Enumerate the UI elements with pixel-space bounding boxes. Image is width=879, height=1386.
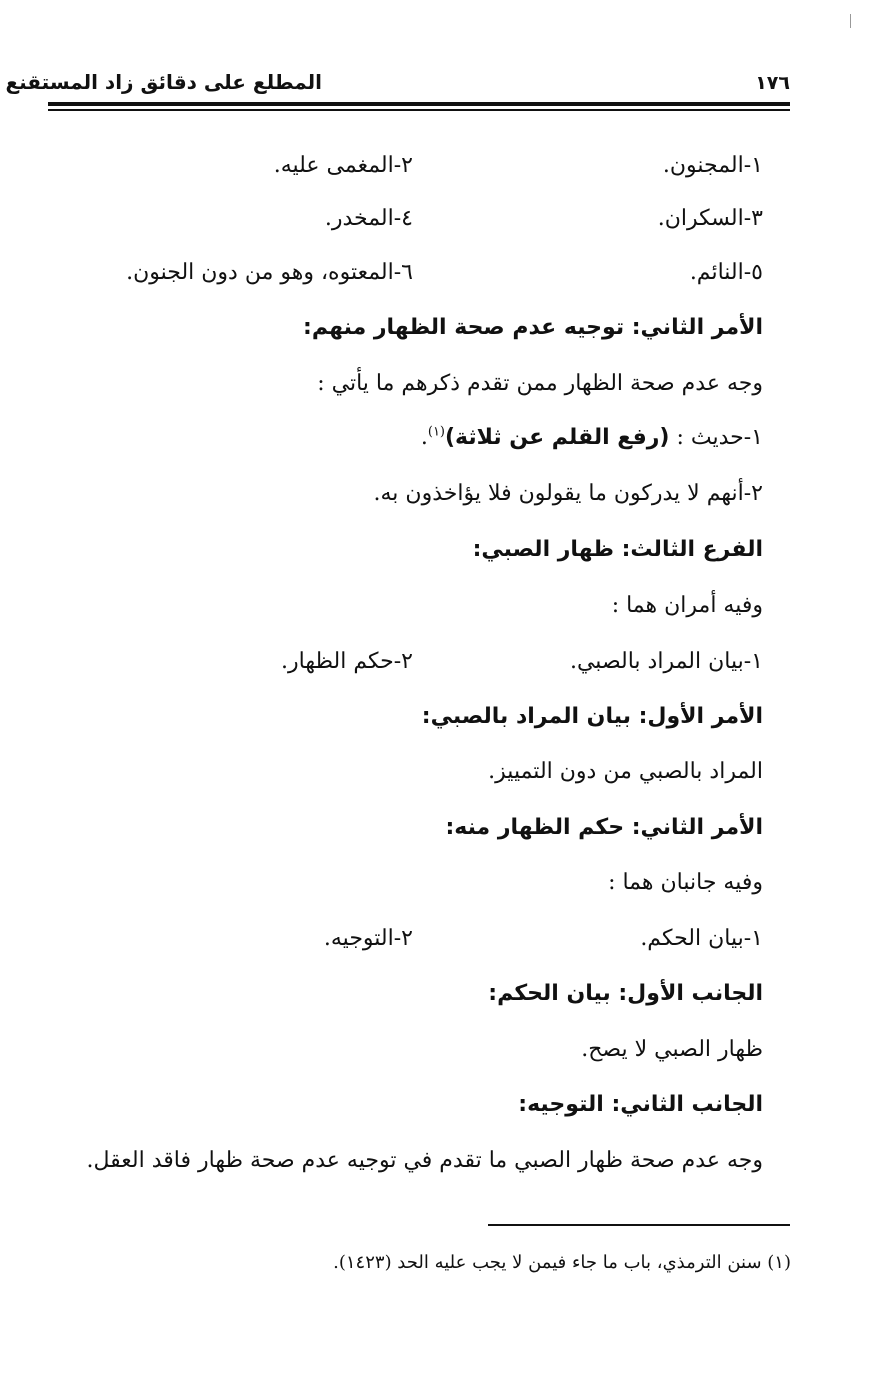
section-heading: الجانب الثاني: التوجيه: xyxy=(518,1092,763,1117)
section-heading: الأمر الثاني: توجيه عدم صحة الظهار منهم: xyxy=(303,315,763,340)
list-row xyxy=(70,919,763,959)
list-row xyxy=(70,199,763,239)
footnote: (١) سنن الترمذي، باب ما جاء فيمن لا يجب عليه الحد (١٤٢٣). xyxy=(333,1252,791,1273)
section-heading: الجانب الأول: بيان الحكم: xyxy=(488,981,763,1006)
list-item: ١-المجنون. xyxy=(662,153,763,178)
running-header xyxy=(5,70,790,98)
list-item: ٢-حكم الظهار. xyxy=(281,649,413,674)
list-item: ٤-المخدر. xyxy=(324,206,413,231)
margin-mark xyxy=(850,14,851,28)
header-rule-thin xyxy=(48,109,790,111)
book-title: المطلع على دقائق زاد المستقنع xyxy=(5,70,322,94)
section-heading: الأمر الثاني: حكم الظهار منه: xyxy=(445,815,763,840)
paragraph: وجه عدم صحة الظهار ممن تقدم ذكرهم ما يأتي : xyxy=(317,371,763,396)
footnote-separator xyxy=(488,1224,790,1226)
footnote-ref[interactable]: (١) xyxy=(427,424,445,440)
list-item: ٣-السكران. xyxy=(657,206,763,231)
list-row xyxy=(70,146,763,186)
section-heading: الأمر الأول: بيان المراد بالصبي: xyxy=(421,704,763,729)
list-row xyxy=(70,642,763,682)
list-item: ١-بيان المراد بالصبي. xyxy=(569,649,763,674)
section-heading: الفرع الثالث: ظهار الصبي: xyxy=(472,537,763,562)
paragraph: وفيه جانبان هما : xyxy=(608,870,763,895)
item-end: . xyxy=(420,425,428,450)
list-item: ٢-أنهم لا يدركون ما يقولون فلا يؤاخذون به. xyxy=(373,481,763,506)
header-rule-thick xyxy=(48,102,790,106)
list-item-hadith xyxy=(70,418,763,458)
list-item: ١-بيان الحكم. xyxy=(640,926,763,951)
list-item: ٦-المعتوه، وهو من دون الجنون. xyxy=(126,260,413,285)
list-row xyxy=(70,253,763,293)
list-item: ٢-المغمى عليه. xyxy=(273,153,413,178)
item-prefix: ١-حديث : xyxy=(669,425,763,450)
paragraph: وفيه أمران هما : xyxy=(611,593,763,618)
list-item: ٥-النائم. xyxy=(689,260,763,285)
paragraph: ظهار الصبي لا يصح. xyxy=(581,1037,763,1062)
paragraph: وجه عدم صحة ظهار الصبي ما تقدم في توجيه عدم صحة ظهار فاقد العقل. xyxy=(86,1148,763,1173)
page-number: ١٧٦ xyxy=(755,72,790,94)
paragraph: المراد بالصبي من دون التمييز. xyxy=(488,759,763,784)
hadith-text: (رفع القلم عن ثلاثة) xyxy=(445,425,670,450)
list-item: ٢-التوجيه. xyxy=(323,926,413,951)
